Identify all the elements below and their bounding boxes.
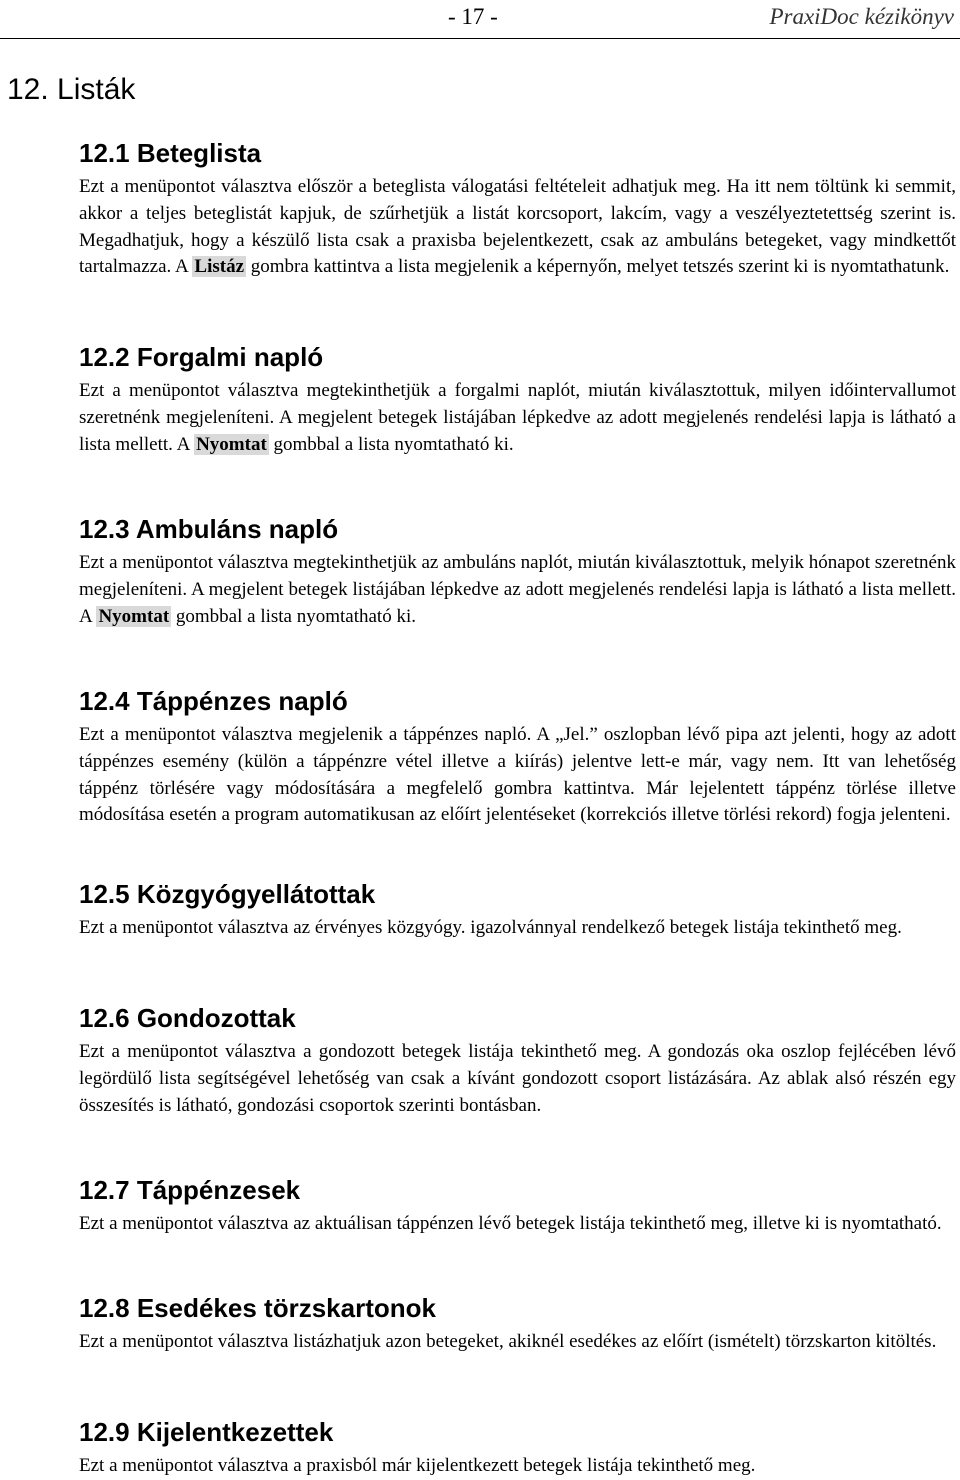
sections-list <box>79 136 956 1480</box>
section-forgalmi-naplo <box>79 340 956 512</box>
manual-title: PraxiDoc kézikönyv <box>769 4 954 29</box>
section-title: 12.1 Beteglista <box>79 138 262 168</box>
section-tappenzesek <box>79 1173 956 1291</box>
nyomtat-button-reference: Nyomtat <box>196 433 267 455</box>
body-text: gombra kattintva a lista megjelenik a képernyőn, melyet tetszés szerint ki is nyomtathatunk. <box>246 256 950 278</box>
section-gondozottak <box>79 1001 956 1173</box>
section-body <box>79 174 956 281</box>
body-text: Ezt a menüpontot választva először a beteglista válogatási feltételeit adhatjuk meg. Ha itt nem töltünk ki semmit, akkor a teljes beteglistát kapjuk, de szűrhetjük a listát korcsoport, lakcím, vagy a veszélyeztetettség szerint is. Megadhatjuk, hogy a készülő lista csak a praxisba bejelentkezett, csak az ambuláns betegeket, vagy mindkettőt tartalmazza. A <box>79 176 956 278</box>
section-body <box>79 378 956 458</box>
section-body: Ezt a menüpontot választva a praxisból már kijelentkezett betegek listája tekinthető meg. <box>79 1455 756 1476</box>
section-title: 12.5 Közgyógyellátottak <box>79 879 376 909</box>
section-kijelentkezettek <box>79 1415 956 1480</box>
nyomtat-button-reference: Nyomtat <box>98 605 170 627</box>
section-body: Ezt a menüpontot választva megjelenik a táppénzes napló. A „Jel.” oszlopban lévő pipa azt jelenti, hogy az adott táppénzes esemény (külön a táppénzre vétel illetve a kiírás) jelentve lett-e már, vagy nem. Itt van lehetőség táppénz törlésére vagy módosítására a megfelelő gombra kattintva. Már lejelentett táppénz törlése illetve módosítása esetén a program automatikusan az előírt jelentéseket (korrekciós illetve törlési rekord) fogja jelenteni. <box>79 724 956 826</box>
section-beteglista <box>79 136 956 340</box>
page-header <box>0 2 960 36</box>
section-tappenzes-naplo <box>79 684 956 877</box>
body-text: gombbal a lista nyomtatható ki. <box>268 433 514 455</box>
section-title: 12.4 Táppénzes napló <box>79 686 348 716</box>
section-body: Ezt a menüpontot választva listázhatjuk azon betegeket, akiknél esedékes az előírt (ismételt) törzskarton kitöltés. <box>79 1331 937 1352</box>
section-title: 12.7 Táppénzesek <box>79 1175 301 1205</box>
body-text: Ezt a menüpontot választva megtekinthetjük az ambuláns naplót, miután kiválasztottuk, melyik hónapot szeretnénk megjeleníteni. A megjelent betegek listájában lépkedve az adott megjelenés rendelési lapja is látható a lista mellett. A <box>79 552 956 627</box>
section-body: Ezt a menüpontot választva a gondozott betegek listája tekinthető meg. A gondozás oka oszlop fejlécében lévő legördülő lista segítségével lehetőség van csak a kívánt gondozott csoport listázására. Az ablak alsó részén egy összesítés is látható, gondozási csoportok szerinti bontásban. <box>79 1041 956 1116</box>
page-number: - 17 - <box>448 4 498 29</box>
section-body <box>79 550 956 630</box>
header-divider <box>0 38 960 39</box>
section-title: 12.2 Forgalmi napló <box>79 342 324 372</box>
section-body: Ezt a menüpontot választva az aktuálisan táppénzen lévő betegek listája tekinthető meg, illetve ki is nyomtatható. <box>79 1213 942 1234</box>
section-esedekes-torzskartonok <box>79 1291 956 1415</box>
section-title: 12.3 Ambuláns napló <box>79 514 339 544</box>
listaz-button-reference: Listáz <box>194 256 245 278</box>
section-ambulans-naplo <box>79 512 956 684</box>
section-kozgyogyellatottak <box>79 877 956 1001</box>
section-title: 12.6 Gondozottak <box>79 1003 296 1033</box>
section-body: Ezt a menüpontot választva az érvényes közgyógy. igazolvánnyal rendelkező betegek listája tekinthető meg. <box>79 917 902 938</box>
section-title: 12.9 Kijelentkezettek <box>79 1417 334 1447</box>
body-text: gombbal a lista nyomtatható ki. <box>171 605 416 627</box>
section-title: 12.8 Esedékes törzskartonok <box>79 1293 436 1323</box>
chapter-title: 12. Listák <box>7 73 136 106</box>
body-text: Ezt a menüpontot választva megtekinthetjük a forgalmi naplót, miután kiválasztottuk, milyen időintervallumot szeretnénk megjeleníteni. A megjelent betegek listájában lépkedve az adott megjelenés rendelési lapja is látható a lista mellett. A <box>79 380 956 455</box>
